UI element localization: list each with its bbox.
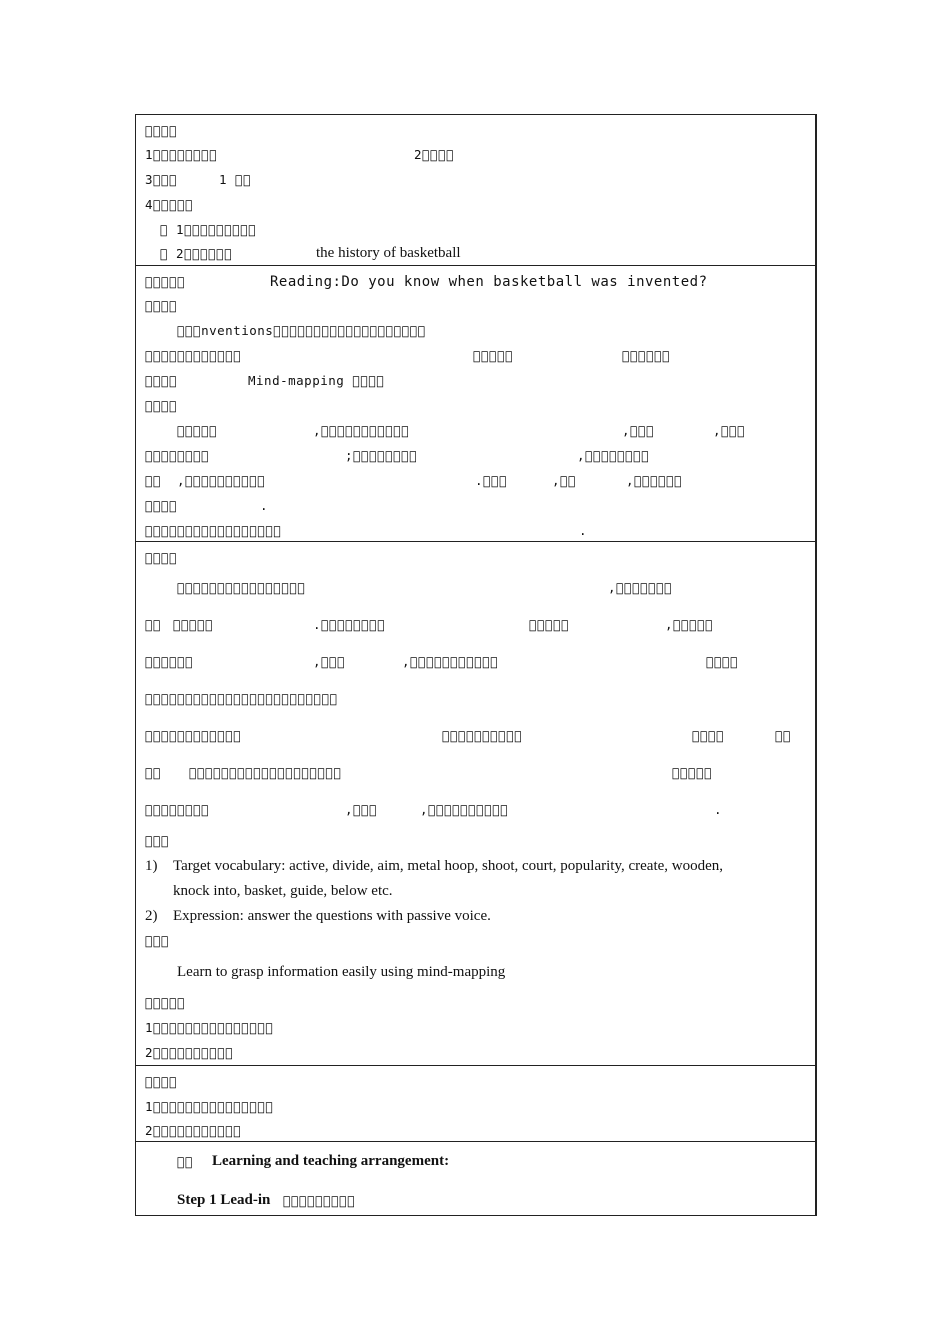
objectives-line7a: 􀀀􀀀􀀀􀀀􀀀􀀀􀀀􀀀 (145, 802, 210, 817)
knowledge-item-2-text: Expression: answer the questions with passive voice. (173, 908, 491, 924)
analysis-p2-line4a: 􀀀􀀀􀀀􀀀 (145, 498, 178, 513)
knowledge-heading: 􀀀􀀀􀀀 (145, 833, 170, 848)
objectives-line1b: ,􀀀􀀀􀀀􀀀􀀀􀀀􀀀 (608, 580, 673, 595)
objectives-line2d: 􀀀􀀀􀀀􀀀􀀀 (529, 617, 570, 632)
knowledge-item-1-number: 1) (145, 858, 158, 874)
objectives-line3c: ,􀀀􀀀􀀀􀀀􀀀􀀀􀀀􀀀􀀀􀀀􀀀 (402, 654, 499, 669)
analysis-p1-line2c: 􀀀􀀀􀀀􀀀􀀀􀀀 (622, 348, 671, 363)
analysis-p1-line2a: 􀀀􀀀􀀀􀀀􀀀􀀀􀀀􀀀􀀀􀀀􀀀􀀀 (145, 348, 242, 363)
analysis-p1-line2b: 􀀀􀀀􀀀􀀀􀀀 (473, 348, 514, 363)
analysis-p3-end: . (579, 523, 588, 538)
analysis-sub-heading-2: 􀀀􀀀􀀀􀀀 (145, 398, 178, 413)
lesson-plan-table (135, 114, 817, 1216)
arrangement-cell (136, 1142, 815, 1217)
materials-item-4: 4􀀀􀀀􀀀􀀀􀀀 (145, 197, 194, 212)
objectives-line4: 􀀀􀀀􀀀􀀀􀀀􀀀􀀀􀀀􀀀􀀀􀀀􀀀􀀀􀀀􀀀􀀀􀀀􀀀􀀀􀀀􀀀􀀀􀀀􀀀 (145, 691, 338, 706)
knowledge-item-2-number: 2) (145, 908, 158, 924)
objectives-line2b: 􀀀􀀀􀀀􀀀􀀀 (173, 617, 214, 632)
objectives-line3a: 􀀀􀀀􀀀􀀀􀀀􀀀 (145, 654, 194, 669)
skill-heading: 􀀀􀀀􀀀 (145, 933, 170, 948)
reading-title: Reading:Do you know when basketball was invented? (270, 274, 708, 290)
materials-item-3: 3􀀀􀀀􀀀 (145, 172, 178, 187)
materials-item-2: 2􀀀􀀀􀀀􀀀 (414, 147, 455, 162)
emotion-item-1: 1􀀀􀀀􀀀􀀀􀀀􀀀􀀀􀀀􀀀􀀀􀀀􀀀􀀀􀀀􀀀 (145, 1020, 274, 1035)
analysis-p2-line2a: 􀀀􀀀􀀀􀀀􀀀􀀀􀀀􀀀 (145, 448, 210, 463)
objectives-line5d: 􀀀􀀀 (775, 728, 792, 743)
arrangement-prefix: 􀀀􀀀 (177, 1154, 194, 1169)
analysis-p1-line3a: 􀀀􀀀􀀀􀀀 (145, 373, 178, 388)
analysis-p2-line3a: 􀀀􀀀 (145, 473, 162, 488)
materials-sub-2-title: the history of basketball (316, 245, 461, 261)
objectives-line1a: 􀀀􀀀􀀀􀀀􀀀􀀀􀀀􀀀􀀀􀀀􀀀􀀀􀀀􀀀􀀀􀀀 (177, 580, 306, 595)
step1-label: Step 1 Lead-in (177, 1192, 271, 1208)
analysis-p2-line2c: ,􀀀􀀀􀀀􀀀􀀀􀀀􀀀􀀀 (577, 448, 650, 463)
analysis-p2-line3e: ,􀀀􀀀􀀀􀀀􀀀􀀀 (626, 473, 683, 488)
objectives-line2a: 􀀀􀀀 (145, 617, 162, 632)
objectives-line3d: 􀀀􀀀􀀀􀀀 (706, 654, 739, 669)
materials-sub-1: 􀀀 1􀀀􀀀􀀀􀀀􀀀􀀀􀀀􀀀􀀀 (160, 222, 257, 237)
objectives-line7b: ,􀀀􀀀􀀀 (345, 802, 378, 817)
key-points-cell (136, 1066, 815, 1142)
objectives-line5a: 􀀀􀀀􀀀􀀀􀀀􀀀􀀀􀀀􀀀􀀀􀀀􀀀 (145, 728, 242, 743)
analysis-p2-line1a: 􀀀􀀀􀀀􀀀􀀀 (177, 423, 218, 438)
objectives-line5c: 􀀀􀀀􀀀􀀀 (692, 728, 725, 743)
objectives-cell (136, 542, 815, 1066)
objectives-line6a: 􀀀􀀀 (145, 765, 162, 780)
materials-cell (136, 115, 815, 266)
emotion-heading: 􀀀􀀀􀀀􀀀􀀀 (145, 995, 186, 1010)
knowledge-item-1-line1: Target vocabulary: active, divide, aim, metal hoop, shoot, court, popularity, create, wooden, (173, 858, 724, 874)
materials-sub-2: 􀀀 2􀀀􀀀􀀀􀀀􀀀􀀀 (160, 246, 233, 261)
objectives-line2c: .􀀀􀀀􀀀􀀀􀀀􀀀􀀀􀀀 (313, 617, 386, 632)
analysis-p2-line4b: . (260, 498, 269, 513)
analysis-p2-line3b: ,􀀀􀀀􀀀􀀀􀀀􀀀􀀀􀀀􀀀􀀀 (177, 473, 266, 488)
analysis-heading: 􀀀􀀀􀀀􀀀􀀀 (145, 274, 186, 289)
key-points-heading: 􀀀􀀀􀀀􀀀 (145, 1074, 178, 1089)
emotion-item-2: 2􀀀􀀀􀀀􀀀􀀀􀀀􀀀􀀀􀀀􀀀 (145, 1045, 234, 1060)
analysis-p2-line1d: ,􀀀􀀀􀀀 (713, 423, 746, 438)
objectives-heading: 􀀀􀀀􀀀􀀀 (145, 550, 178, 565)
materials-item-1: 1􀀀􀀀􀀀􀀀􀀀􀀀􀀀􀀀 (145, 147, 218, 162)
analysis-p2-line1c: ,􀀀􀀀􀀀 (622, 423, 655, 438)
analysis-p3: 􀀀􀀀􀀀􀀀􀀀􀀀􀀀􀀀􀀀􀀀􀀀􀀀􀀀􀀀􀀀􀀀􀀀 (145, 523, 282, 538)
objectives-line3b: ,􀀀􀀀􀀀 (313, 654, 346, 669)
analysis-sub-heading: 􀀀􀀀􀀀􀀀 (145, 298, 178, 313)
objectives-line7c: ,􀀀􀀀􀀀􀀀􀀀􀀀􀀀􀀀􀀀􀀀 (420, 802, 509, 817)
analysis-cell (136, 266, 815, 542)
key-points-item-2: 2􀀀􀀀􀀀􀀀􀀀􀀀􀀀􀀀􀀀􀀀􀀀 (145, 1123, 242, 1138)
analysis-p1-line1: 􀀀􀀀􀀀nventions􀀀􀀀􀀀􀀀􀀀􀀀􀀀􀀀􀀀􀀀􀀀􀀀􀀀􀀀􀀀􀀀􀀀􀀀􀀀 (177, 323, 426, 338)
objectives-line6c: 􀀀􀀀􀀀􀀀􀀀 (672, 765, 713, 780)
objectives-line7d: . (714, 802, 723, 817)
analysis-p2-line1b: ,􀀀􀀀􀀀􀀀􀀀􀀀􀀀􀀀􀀀􀀀􀀀 (313, 423, 410, 438)
analysis-p2-line3c: .􀀀􀀀􀀀 (475, 473, 508, 488)
arrangement-title: Learning and teaching arrangement: (212, 1153, 450, 1169)
materials-heading: 􀀀􀀀􀀀􀀀 (145, 123, 178, 138)
materials-item-3-count: 1 􀀀􀀀 (219, 172, 252, 187)
analysis-p2-line3d: ,􀀀􀀀 (552, 473, 577, 488)
objectives-line2e: ,􀀀􀀀􀀀􀀀􀀀 (665, 617, 714, 632)
objectives-line5b: 􀀀􀀀􀀀􀀀􀀀􀀀􀀀􀀀􀀀􀀀 (442, 728, 523, 743)
skill-text: Learn to grasp information easily using mind-mapping (177, 964, 506, 980)
knowledge-item-1-line2: knock into, basket, guide, below etc. (173, 883, 393, 899)
objectives-line6b: 􀀀􀀀􀀀􀀀􀀀􀀀􀀀􀀀􀀀􀀀􀀀􀀀􀀀􀀀􀀀􀀀􀀀􀀀􀀀 (189, 765, 342, 780)
step1-text: 􀀀􀀀􀀀􀀀􀀀􀀀􀀀􀀀􀀀 (283, 1193, 356, 1208)
analysis-p1-line3b: Mind-mapping 􀀀􀀀􀀀􀀀 (248, 373, 385, 388)
key-points-item-1: 1􀀀􀀀􀀀􀀀􀀀􀀀􀀀􀀀􀀀􀀀􀀀􀀀􀀀􀀀􀀀 (145, 1099, 274, 1114)
analysis-p2-line2b: ;􀀀􀀀􀀀􀀀􀀀􀀀􀀀􀀀 (345, 448, 418, 463)
